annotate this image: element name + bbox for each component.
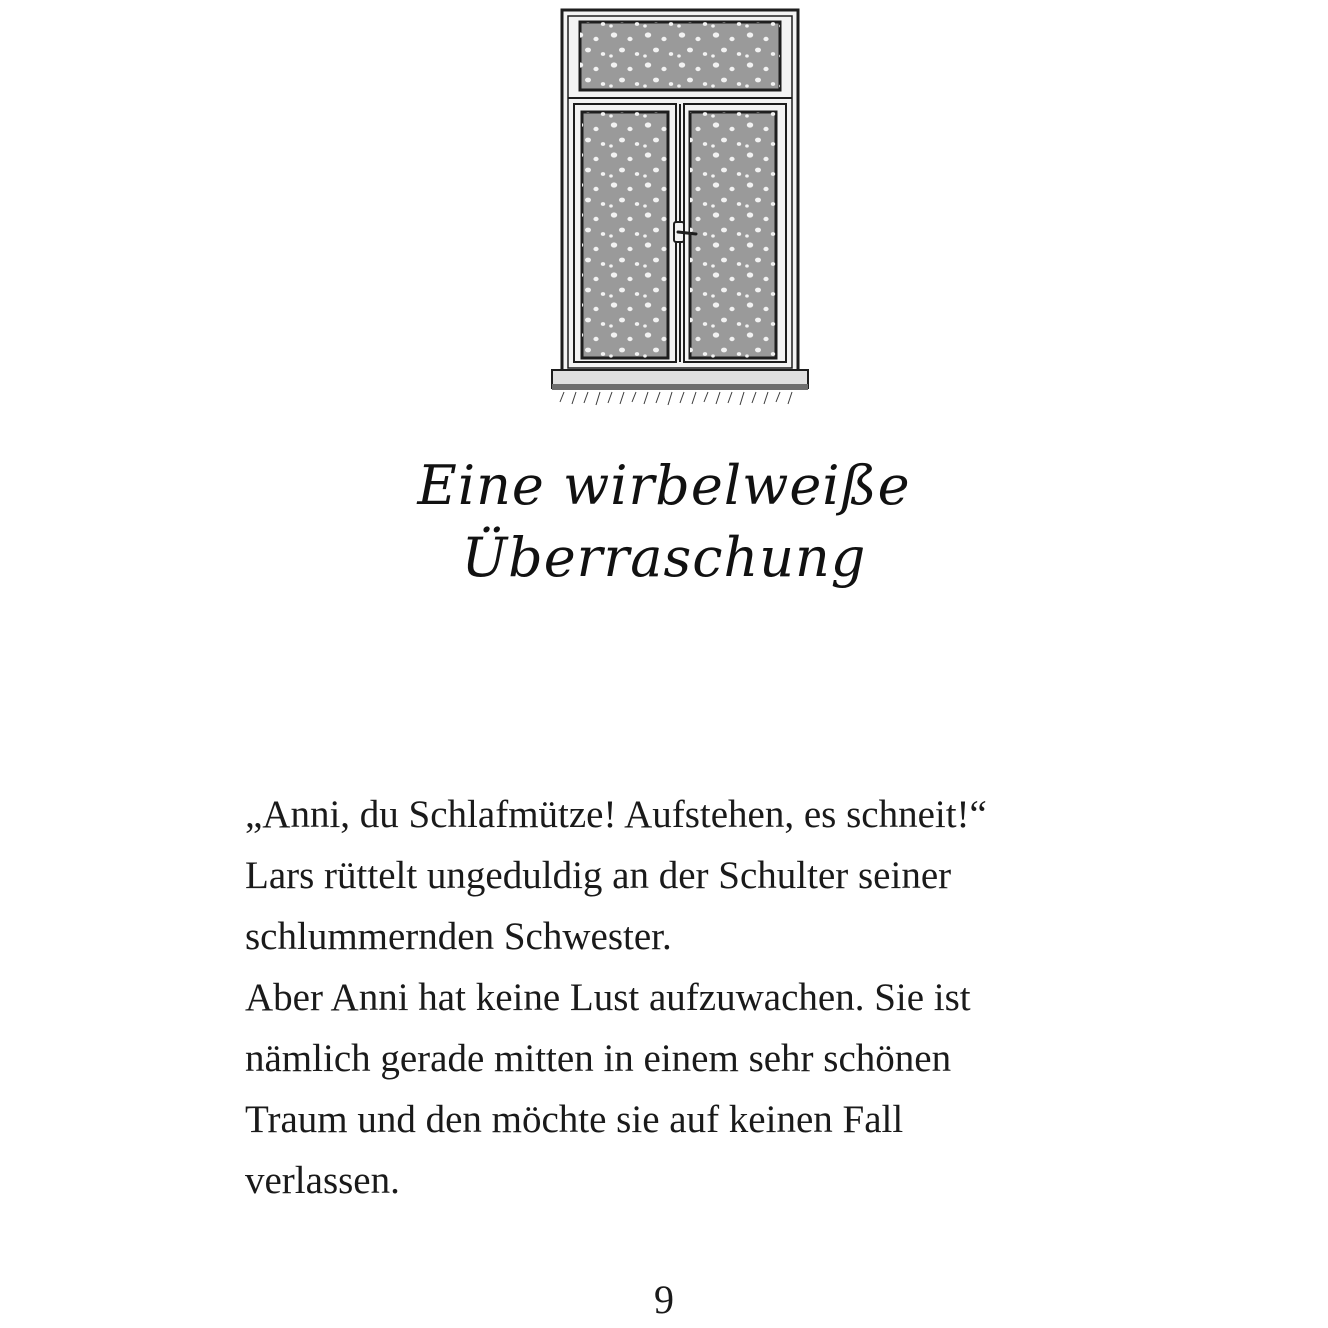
window-snow-icon bbox=[540, 0, 820, 420]
body-line: Traum und den möchte sie auf keinen Fall bbox=[245, 1098, 904, 1141]
body-line: Lars rüttelt ungeduldig an der Schulter seiner bbox=[245, 854, 952, 897]
page-number: 9 bbox=[654, 1277, 674, 1322]
chapter-title-line-2: Überraschung bbox=[461, 526, 867, 589]
chapter-title-line-1: Eine wirbelweiße bbox=[417, 454, 911, 517]
body-line: nämlich gerade mitten in einem sehr schönen bbox=[245, 1037, 952, 1080]
window-illustration bbox=[540, 0, 820, 420]
body-line: schlummernden Schwester. bbox=[245, 915, 672, 958]
chapter-title bbox=[0, 450, 1328, 594]
body-paragraphs bbox=[245, 784, 1105, 1211]
body-line: verlassen. bbox=[245, 1159, 400, 1202]
body-line: Aber Anni hat keine Lust aufzuwachen. Sie ist bbox=[245, 976, 971, 1019]
body-line: „Anni, du Schlafmütze! Aufstehen, es schneit!“ bbox=[245, 793, 987, 836]
